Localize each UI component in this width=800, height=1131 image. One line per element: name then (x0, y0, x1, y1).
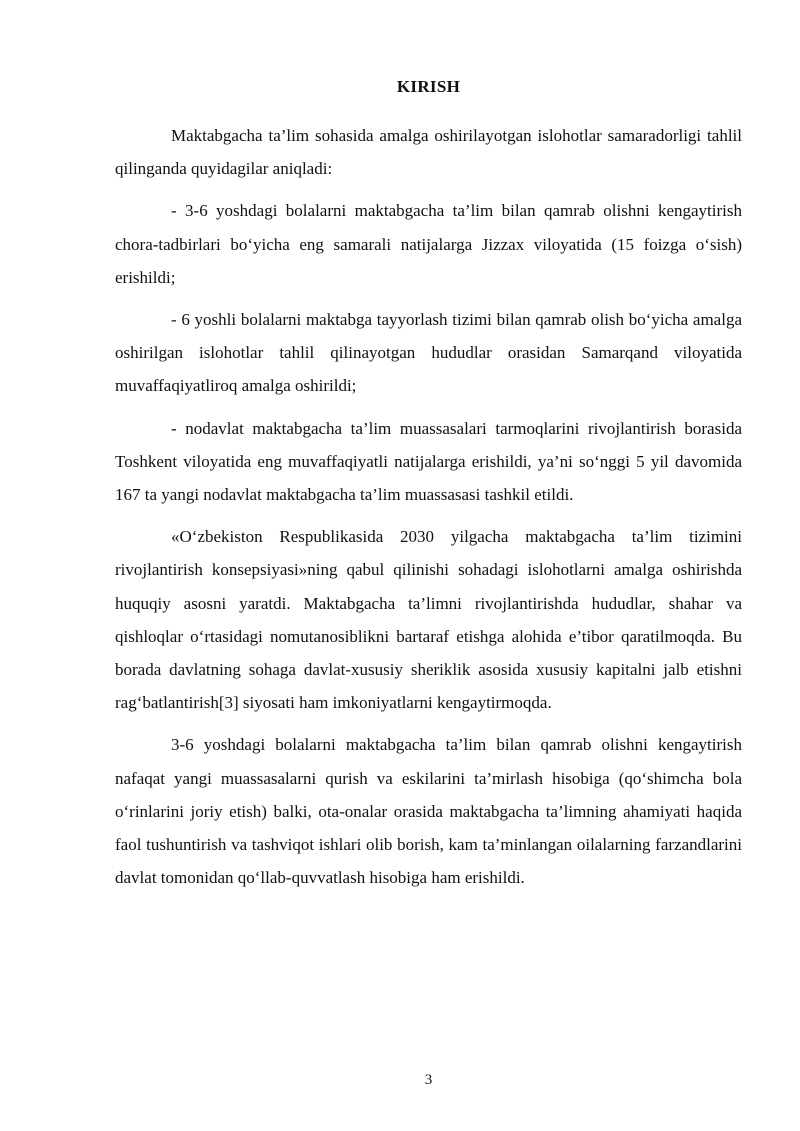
paragraph-toshkent: - nodavlat maktabgacha ta’lim muassasalari tarmoqlarini rivojlantirish borasida Toshkent viloyatida eng muvaffaqiyatli natijalarga erishildi, ya’ni so‘nggi 5 yil davomida 167 ta yangi nodavlat maktabgacha ta’lim muassasasi tashkil etildi. (115, 418, 742, 505)
paragraph-intro: Maktabgacha ta’lim sohasida amalga oshirilayotgan islohotlar samaradorligi tahlil qilinganda quyidagilar aniqladi: (115, 126, 742, 179)
paragraph-qamrab-olish: 3-6 yoshdagi bolalarni maktabgacha ta’lim bilan qamrab olishni kengaytirish nafaqat yangi muassasalarni qurish va eskilarini ta’mirlash hisobiga (qo‘shimcha bola o‘rinlarini joriy etish) balki, ota-onalar orasida maktabgacha ta’limning ahamiyati haqida faol tushuntirish va tashviqot ishlari olib borish, kam ta’minlangan oilalarning farzandlarini davlat tomonidan qo‘llab-quvvatlash hisobiga ham erishildi. (115, 735, 742, 888)
document-body (115, 119, 742, 903)
paragraph-samarqand: - 6 yoshli bolalarni maktabga tayyorlash tizimi bilan qamrab olish bo‘yicha amalga oshirilgan islohotlar tahlil qilinayotgan hududlar orasidan Samarqand viloyatida muvaffaqiyatliroq amalga oshirildi; (115, 310, 742, 396)
paragraph-konsepsiya: «O‘zbekiston Respublikasida 2030 yilgacha maktabgacha ta’lim tizimini rivojlantirish konsepsiyasi»ning qabul qilinishi sohadagi islohotlarni amalga oshirishda huquqiy asosni yaratdi. Maktabgacha ta’limni rivojlantirishda hududlar, shahar va qishloqlar o‘rtasidagi nomutanosiblikni bartaraf etishga alohida e’tibor qaratilmoqda. Bu borada davlatning sohaga davlat-xususiy sheriklik asosida xususiy kapitalni jalb etishni rag‘batlantirish[3] siyosati ham imkoniyatlarni kengaytirmoqda. (115, 527, 742, 713)
page-number: 3 (424, 1072, 433, 1088)
document-title: KIRISH (396, 77, 461, 96)
paragraph-jizzax: - 3-6 yoshdagi bolalarni maktabgacha ta’lim bilan qamrab olishni kengaytirish chora-tadbirlari bo‘yicha eng samarali natijalarga Jizzax viloyatida (15 foizga o‘sish) erishildi; (115, 201, 742, 287)
